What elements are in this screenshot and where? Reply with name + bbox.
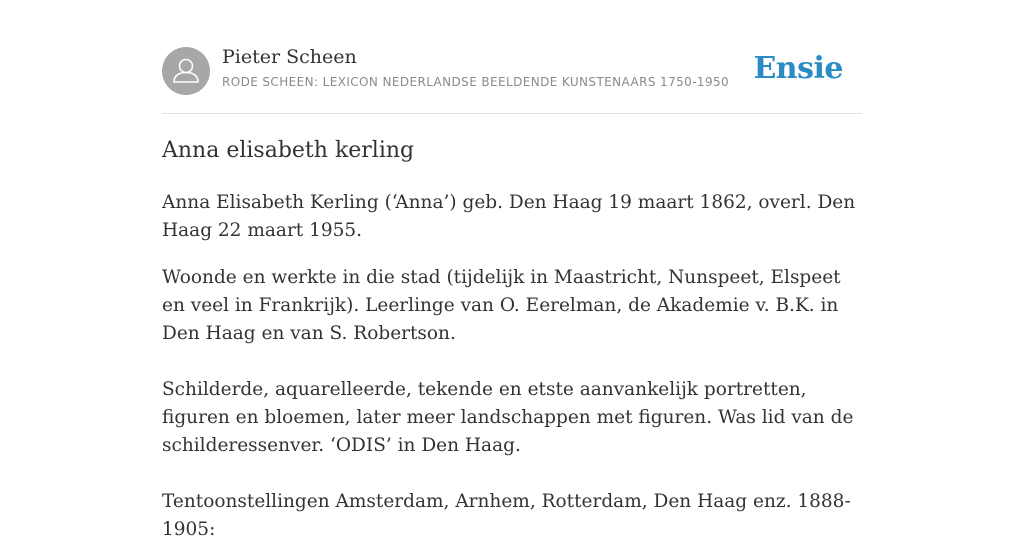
paragraph-spacer: [162, 348, 862, 376]
paragraph-exhibitions: Tentoonstellingen Amsterdam, Arnhem, Rotterdam, Den Haag enz. 1888-1905:: [162, 491, 851, 540]
paragraph-residence: Woonde en werkte in die stad (tijdelijk in Maastricht, Nunspeet, Elspeet en veel in Frankrijk). Leerlinge van O. Eerelman, de Akademie v. B.K. in Den Haag en van S. Robertson.: [162, 267, 841, 344]
author-source[interactable]: RODE SCHEEN: LEXICON NEDERLANDSE BEELDENDE KUNSTENAARS 1750-1950: [222, 75, 730, 89]
user-silhouette-icon: [162, 47, 210, 95]
page-title: Anna elisabeth kerling: [162, 138, 415, 163]
header-divider: [162, 113, 862, 114]
article-body: [162, 189, 862, 544]
paragraph-birth: Anna Elisabeth Kerling (‘Anna’) geb. Den Haag 19 maart 1862, overl. Den Haag 22 maart 1955.: [162, 192, 856, 241]
author-name[interactable]: Pieter Scheen: [222, 46, 357, 68]
paragraph-work: Schilderde, aquarelleerde, tekende en etste aanvankelijk portretten, figuren en bloemen, later meer landschappen met figuren. Was lid van de schilderessenver. ‘ODIS’ in Den Haag.: [162, 379, 854, 456]
author-header: [162, 46, 862, 96]
ensie-logo[interactable]: Ensie: [753, 51, 843, 86]
paragraph-spacer: [162, 460, 862, 488]
avatar[interactable]: [162, 47, 210, 95]
